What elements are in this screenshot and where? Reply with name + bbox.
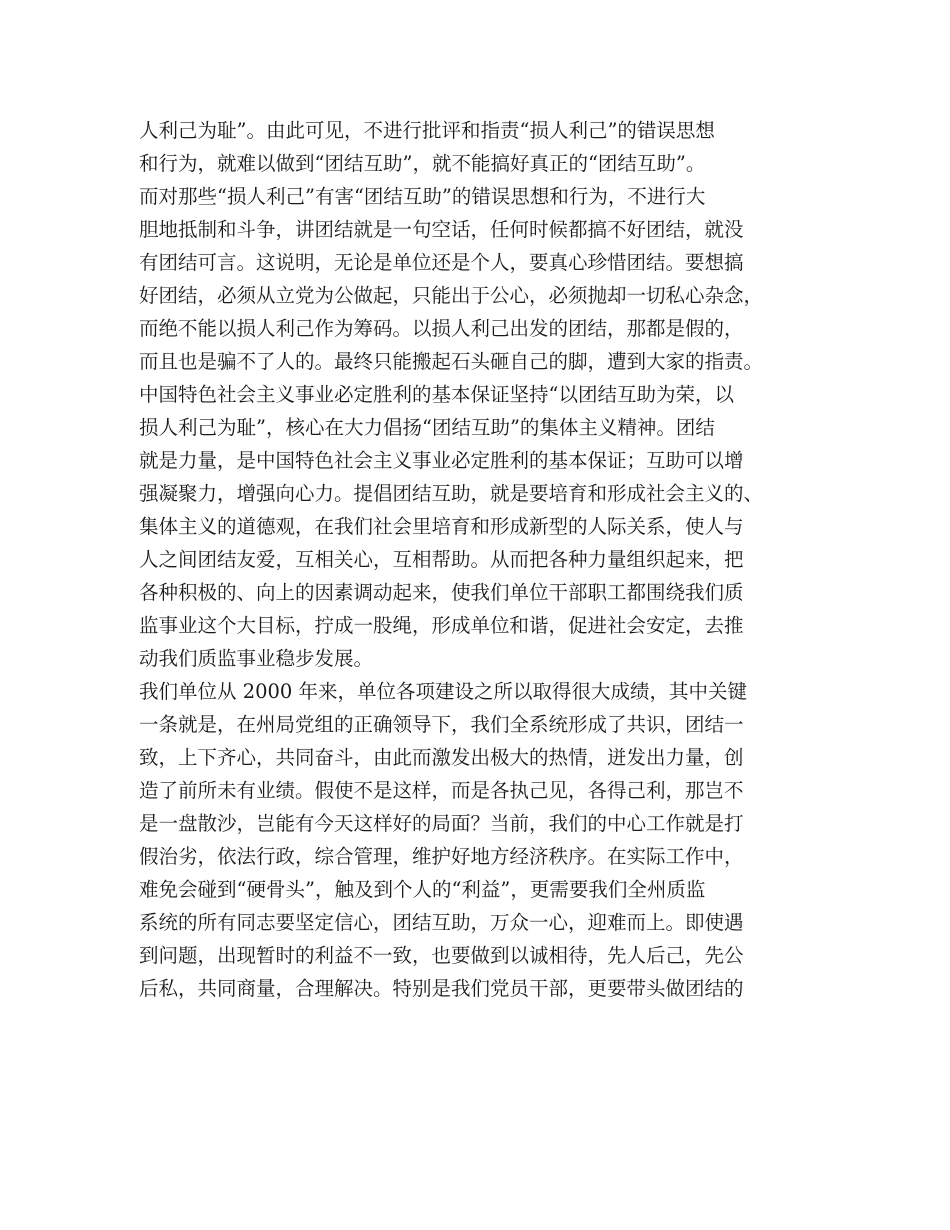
text-line: 后私，共同商量，合理解决。特别是我们党员干部，更要带头做团结的 — [139, 977, 744, 1000]
text-line: 一条就是，在州局党组的正确领导下，我们全系统形成了共识，团结一 — [139, 713, 744, 736]
text-line: 集体主义的道德观，在我们社会里培育和形成新型的人际关系，使人与 — [139, 515, 744, 538]
text-line: 损人利己为耻”，核心在大力倡扬“团结互助”的集体主义精神。团结 — [139, 416, 715, 439]
text-line: 人之间团结友爱，互相关心，互相帮助。从而把各种力量组织起来，把 — [139, 548, 744, 571]
text-line: 各种积极的、向上的因素调动起来，使我们单位干部职工都围绕我们质 — [139, 581, 744, 604]
text-line: 到问题，出现暂时的利益不一致，也要做到以诚相待，先人后己，先公 — [139, 944, 744, 967]
text-line: 动我们质监事业稳步发展。 — [139, 647, 374, 670]
text-line: 假治劣，依法行政，综合管理，维护好地方经济秩序。在实际工作中， — [139, 845, 744, 868]
text-line: 造了前所未有业绩。假使不是这样，而是各执己见，各得己利，那岂不 — [139, 779, 744, 802]
text-line: 中国特色社会主义事业必定胜利的基本保证坚持“以团结互助为荣，以 — [139, 383, 734, 406]
text-line: 我们单位从 2000 年来，单位各项建设之所以取得很大成绩，其中关键 — [139, 680, 748, 703]
text-line: 是一盘散沙，岂能有今天这样好的局面？当前，我们的中心工作就是打 — [139, 812, 744, 835]
text-line: 强凝聚力，增强向心力。提倡团结互助，就是要培育和形成社会主义的、 — [139, 482, 764, 505]
text-line: 而对那些“损人利己”有害“团结互助”的错误思想和行为，不进行大 — [139, 185, 706, 208]
text-line: 而且也是骗不了人的。最终只能搬起石头砸自己的脚，遭到大家的指责。 — [139, 350, 764, 373]
text-line: 人利己为耻”。由此可见，不进行批评和指责“损人利己”的错误思想 — [139, 119, 715, 142]
text-line: 胆地抵制和斗争，讲团结就是一句空话，任何时候都搞不好团结，就没 — [139, 218, 744, 241]
text-line: 而绝不能以损人利己作为筹码。以损人利己出发的团结，那都是假的， — [139, 317, 744, 340]
text-line: 致，上下齐心，共同奋斗，由此而激发出极大的热情，迸发出力量，创 — [139, 746, 744, 769]
text-line: 就是力量，是中国特色社会主义事业必定胜利的基本保证；互助可以增 — [139, 449, 744, 472]
body-text — [139, 114, 829, 1005]
text-line: 难免会碰到“硬骨头”，触及到个人的“利益”，更需要我们全州质监 — [139, 878, 706, 901]
text-line: 系统的所有同志要坚定信心，团结互助，万众一心，迎难而上。即使遇 — [139, 911, 744, 934]
text-line: 好团结，必须从立党为公做起，只能出于公心，必须抛却一切私心杂念， — [139, 284, 764, 307]
text-line: 有团结可言。这说明，无论是单位还是个人，要真心珍惜团结。要想搞 — [139, 251, 744, 274]
text-line: 和行为，就难以做到“团结互助”，就不能搞好真正的“团结互助”。 — [139, 152, 706, 175]
text-line: 监事业这个大目标，拧成一股绳，形成单位和谐，促进社会安定，去推 — [139, 614, 744, 637]
